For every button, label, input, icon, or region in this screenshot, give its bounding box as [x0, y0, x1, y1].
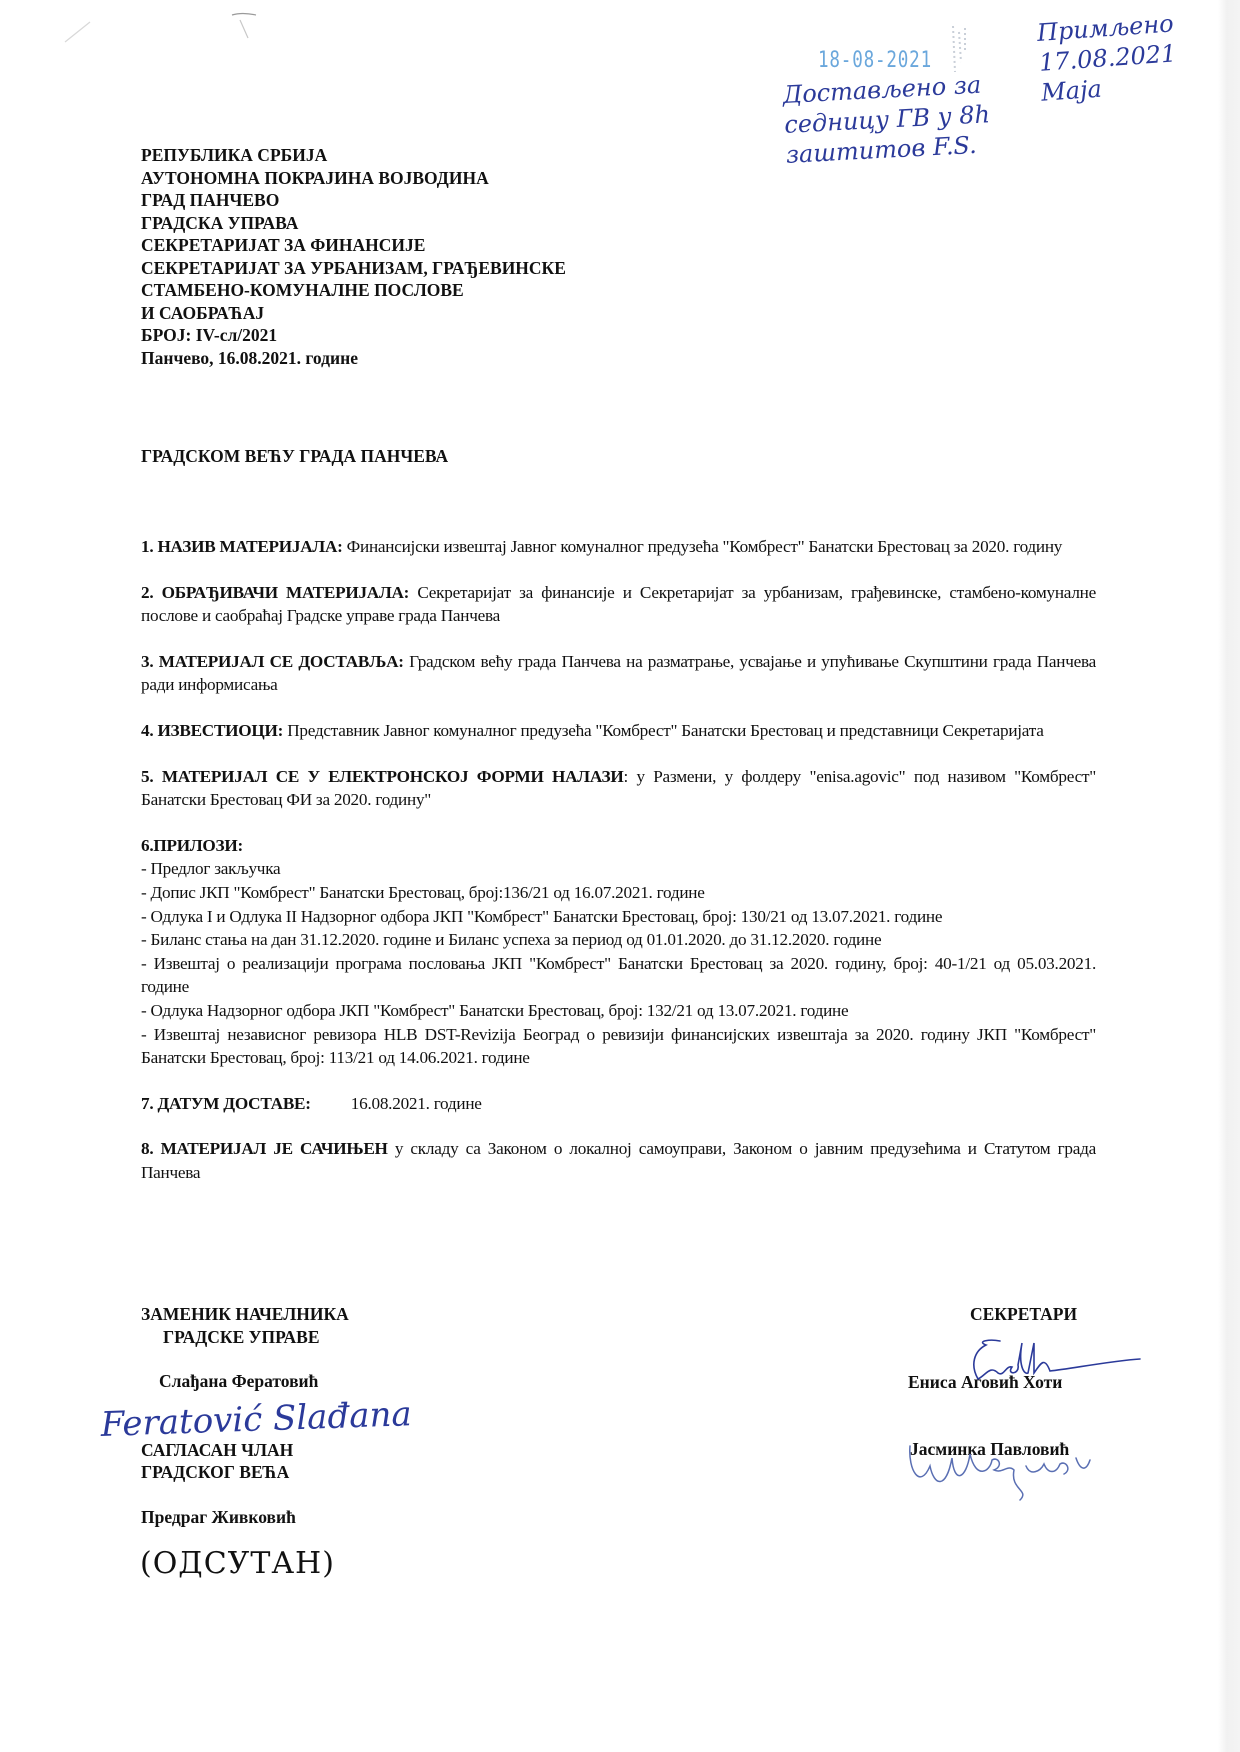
header-line-traffic: И САОБРАЋАЈ [141, 302, 265, 323]
section-label: 4. ИЗВЕСТИОЦИ: [141, 720, 284, 740]
header-line-province: АУТОНОМНА ПОКРАЈИНА ВОЈВОДИНА [141, 167, 489, 188]
stamp-smudge [945, 22, 975, 77]
section-reporters [141, 719, 1096, 743]
attachment-item: - Одлука I и Одлука II Надзорног одбора ЈКП "Комбрест" Банатски Брестовац, број: 130/21 од 13.07.2021. године [141, 906, 943, 926]
received-stamp-date: 18-08-2021 [818, 48, 932, 73]
section-text: : у Размени, у фолдеру "enisa.agovic" под називом "Комбрест" Банатски Брестовац ФИ за 2020. годину" [141, 766, 1096, 810]
secretary-name-2: Јасминка Павловић [910, 1439, 1070, 1459]
section-electronic-location [141, 765, 1096, 812]
section-text: у складу са Законом о локалној самоуправи, Законом о јавним предузећима и Статутом града Панчева [141, 1139, 1096, 1182]
council-member-title-line1: САГЛАСАН ЧЛАН [141, 1439, 294, 1460]
scan-artifact-mark [60, 10, 260, 50]
section-label: 3. МАТЕРИЈАЛ СЕ ДОСТАВЉА: [141, 651, 404, 671]
scan-edge-shadow [1218, 0, 1240, 1752]
section-label: 2. ОБРАЂИВАЧИ МАТЕРИЈАЛА: [141, 582, 410, 602]
handwritten-signature-agovic [960, 1335, 1150, 1385]
attachment-item: - Извештај независног ревизора HLB DST-Revizija Београд о ревизији финансијских извештаја за 2020. годину ЈКП "Комбрест" Банатски Брестовац, број: 113/21 од 14.06.2021. године [141, 1024, 1096, 1068]
document-body [141, 535, 1096, 1206]
header-place-date: Панчево, 16.08.2021. године [141, 347, 358, 368]
document-header [141, 144, 566, 369]
header-line-city: ГРАД ПАНЧЕВО [141, 190, 280, 210]
secretary-name-1: Ениса Аговић Хоти [908, 1371, 1063, 1392]
header-line-country: РЕПУБЛИКА СРБИЈА [141, 145, 328, 165]
section-delivered-to [141, 650, 1096, 697]
header-line-urbanism-secretariat: СЕКРЕТАРИЈАТ ЗА УРБАНИЗАМ, ГРАЂЕВИНСКЕ [141, 257, 566, 278]
handwritten-note-right: Примљено 17.08.2021 Маја [1036, 9, 1178, 107]
delivery-date-label: 7. ДАТУМ ДОСТАВЕ: [141, 1093, 311, 1113]
section-delivery-date [141, 1092, 1096, 1116]
header-reference-number: БРОЈ: IV-сл/2021 [141, 325, 278, 345]
header-line-administration: ГРАДСКА УПРАВА [141, 212, 299, 233]
delivery-date-value: 16.08.2021. године [350, 1093, 482, 1113]
section-compiled [141, 1137, 1096, 1184]
handwritten-signature-feratovic: Feratović Slađana [100, 1394, 413, 1445]
attachments-title: 6.ПРИЛОЗИ: [141, 835, 243, 855]
attachments-list [141, 857, 1096, 1069]
signatory-name: Слађана Фератовић [159, 1371, 319, 1391]
header-line-communal-affairs: СТАМБЕНО-КОМУНАЛНЕ ПОСЛОВЕ [141, 280, 464, 300]
council-member-name: Предраг Живковић [141, 1506, 296, 1527]
council-member-title-line2: ГРАДСКОГ ВЕЋА [141, 1462, 290, 1482]
handwritten-absent-note: (ОДСУТАН) [140, 1546, 335, 1581]
attachment-item: - Допис ЈКП "Комбрест" Банатски Брестовац, број:136/21 од 16.07.2021. године [141, 882, 705, 902]
section-label: 5. МАТЕРИЈАЛ СЕ У ЕЛЕКТРОНСКОЈ ФОРМИ НАЛАЗИ [141, 766, 624, 786]
section-label: 1. НАЗИВ МАТЕРИЈАЛА: [141, 537, 343, 556]
signatory-title-line2: ГРАДСКЕ УПРАВЕ [163, 1326, 320, 1347]
section-label: 8. МАТЕРИЈАЛ ЈЕ САЧИЊЕН [141, 1139, 388, 1159]
attachment-item: - Биланс стања на дан 31.12.2020. године и Биланс успеха за период од 01.01.2020. до 31.12.2020. године [141, 930, 882, 950]
handwritten-signature-pavlovic [880, 1440, 1120, 1510]
section-text: Секретаријат за финансије и Секретаријат за урбанизам, грађевинске, стамбено-комуналне послове и саобраћај Градске управе града Панчева [141, 582, 1096, 626]
section-material-authors [141, 581, 1096, 628]
header-line-finance-secretariat: СЕКРЕТАРИЈАТ ЗА ФИНАНСИЈЕ [141, 235, 426, 255]
attachment-item: - Предлог закључка [141, 859, 281, 879]
secretaries-title: СЕКРЕТАРИ [970, 1304, 1078, 1324]
section-material-title [141, 535, 1096, 559]
signatory-title-line1: ЗАМЕНИК НАЧЕЛНИКА [141, 1304, 349, 1324]
handwritten-note-left: Достављено за седницу ГВ у 8h заштитов F.S. [782, 70, 991, 169]
attachment-item: - Одлука Надзорног одбора ЈКП "Комбрест" Банатски Брестовац, број: 132/21 од 13.07.2021. године [141, 1000, 849, 1020]
addressee: ГРАДСКОМ ВЕЋУ ГРАДА ПАНЧЕВА [141, 446, 449, 466]
section-text: Финансијски извештај Јавног комуналног предузећа "Комбрест" Банатски Брестовац за 2020. годину [342, 537, 1063, 556]
section-text: Представник Јавног комуналног предузећа "Комбрест" Банатски Брестовац и представници Секретаријата [283, 720, 1044, 740]
attachment-item: - Извештај о реализацији програма пословања ЈКП "Комбрест" Банатски Брестовац за 2020. годину, број: 40-1/21 од 05.03.2021. године [141, 953, 1096, 997]
section-text: Градском већу града Панчева на разматрање, усвајање и упућивање Скупштини града Панчева ради информисања [141, 651, 1096, 695]
